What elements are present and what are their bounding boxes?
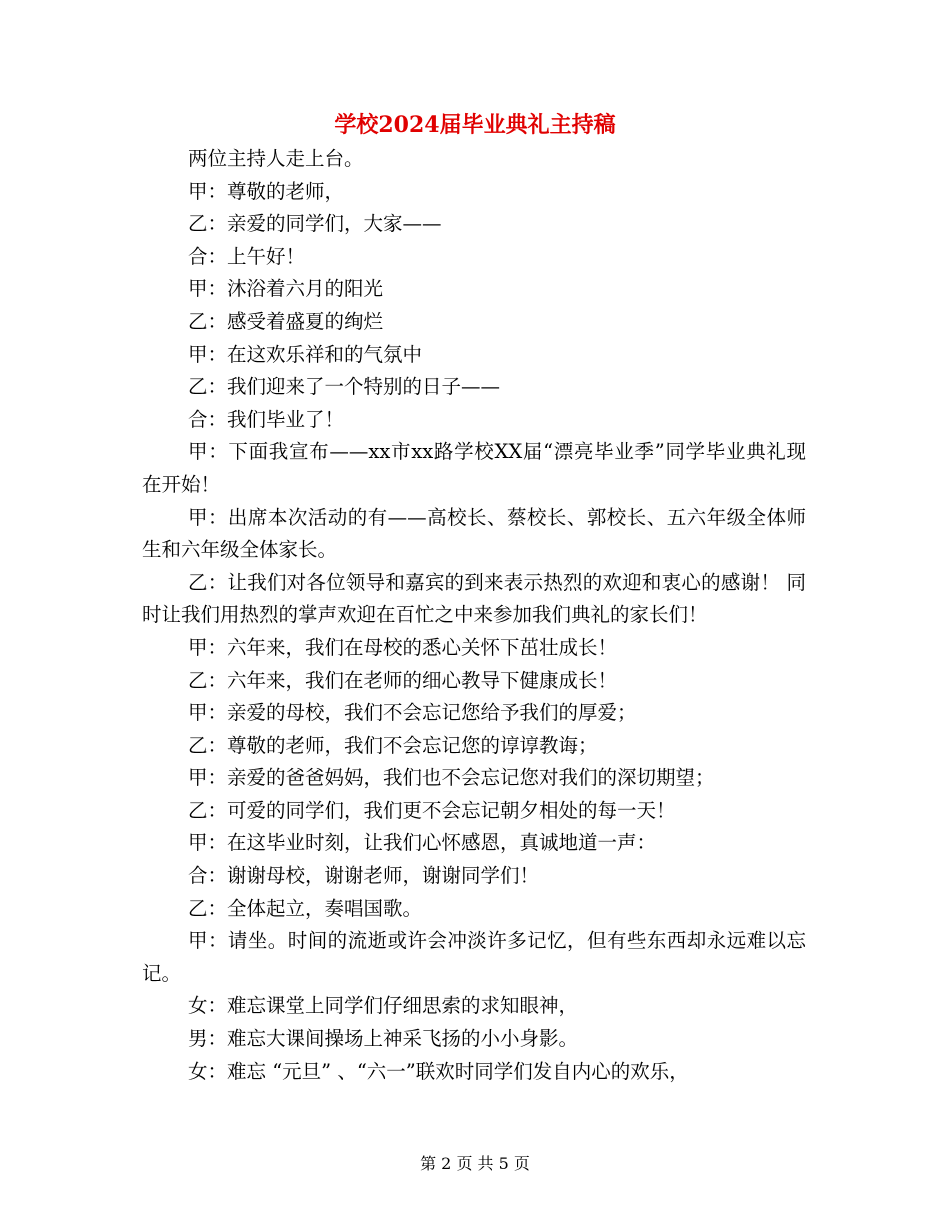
paragraph: 乙：全体起立，奏唱国歌。 [188, 896, 423, 920]
paragraph: 乙：我们迎来了一个特别的日子—— [188, 375, 501, 399]
paragraph: 乙：可爱的同学们，我们更不会忘记朝夕相处的每一天！ [188, 798, 676, 822]
paragraph: 甲：下面我宣布——xx市xx路学校XX届“漂亮毕业季”同学毕业典礼现在开始！ [142, 440, 806, 496]
paragraph: 合：上午好！ [188, 244, 306, 268]
paragraph: 合：我们毕业了！ [188, 407, 345, 431]
document-body [142, 143, 806, 1088]
paragraph: 甲：在这欢乐祥和的气氛中 [188, 342, 423, 366]
paragraph: 甲：亲爱的母校，我们不会忘记您给予我们的厚爱； [188, 701, 637, 725]
paragraph: 合：谢谢母校，谢谢老师，谢谢同学们！ [188, 864, 540, 888]
document-title: 学校2024届毕业典礼主持稿 [334, 112, 616, 138]
paragraph: 乙：亲爱的同学们，大家—— [188, 212, 442, 236]
paragraph: 甲：尊敬的老师， [188, 179, 345, 203]
paragraph: 女：难忘课堂上同学们仔细思索的求知眼神， [188, 994, 579, 1018]
paragraph: 乙：让我们对各位领导和嘉宾的到来表示热烈的欢迎和衷心的感谢！ 同时让我们用热烈的掌声欢迎在百忙之中来参加我们典礼的家长们！ [142, 570, 806, 627]
paragraph: 两位主持人走上台。 [188, 147, 364, 170]
paragraph: 甲：沐浴着六月的阳光 [188, 277, 384, 301]
paragraph: 甲：出席本次活动的有——高校长、蔡校长、郭校长、五六年级全体师生和六年级全体家长。 [142, 505, 806, 562]
paragraph: 甲：亲爱的爸爸妈妈，我们也不会忘记您对我们的深切期望； [188, 766, 715, 790]
paragraph: 男：难忘大课间操场上神采飞扬的小小身影。 [188, 1027, 579, 1051]
paragraph: 乙：六年来，我们在老师的细心教导下健康成长！ [188, 668, 618, 692]
paragraph: 乙：尊敬的老师，我们不会忘记您的谆谆教诲； [188, 733, 598, 757]
paragraph: 甲：六年来，我们在母校的悉心关怀下茁壮成长！ [188, 635, 618, 659]
paragraph: 女：难忘 “元旦” 、“六一”联欢时同学们发自内心的欢乐， [188, 1059, 689, 1083]
paragraph: 甲：请坐。时间的流逝或许会冲淡许多记忆，但有些东西却永远难以忘记。 [142, 929, 806, 985]
page-number-footer: 第 2 页 共 5 页 [420, 1154, 530, 1173]
paragraph: 乙：感受着盛夏的绚烂 [188, 309, 384, 333]
paragraph: 甲：在这毕业时刻，让我们心怀感恩，真诚地道一声： [188, 831, 657, 855]
